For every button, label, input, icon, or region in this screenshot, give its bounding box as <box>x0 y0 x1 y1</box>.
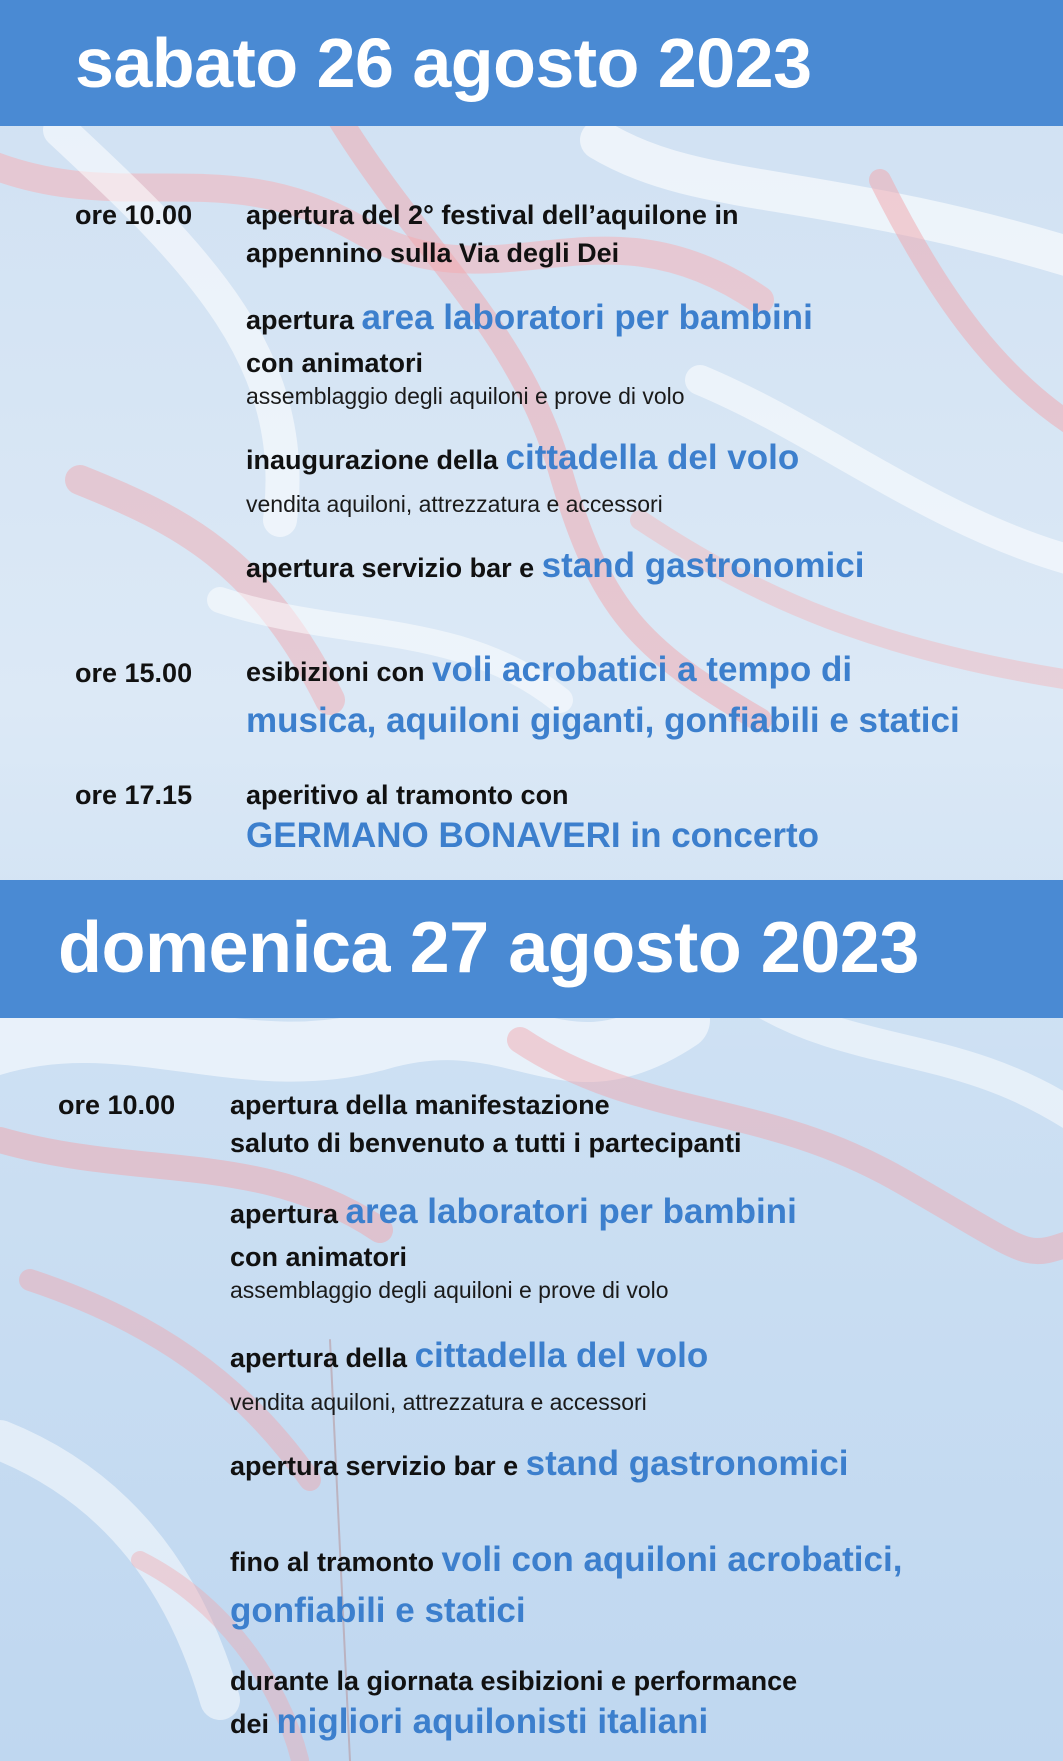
saturday-item-bar <box>246 544 864 595</box>
item-text: durante la giornata esibizioni e performance <box>230 1666 798 1696</box>
saturday-item-concert <box>246 776 819 858</box>
item-text: apertura della <box>230 1343 415 1373</box>
item-text: saluto di benvenuto a tutti i partecipanti <box>230 1128 742 1158</box>
saturday-header-band <box>0 0 1063 126</box>
saturday-time-1500: ore 15.00 <box>75 658 193 688</box>
item-subtext: vendita aquiloni, attrezzatura e accessori <box>230 1389 647 1415</box>
item-text: apertura della manifestazione <box>230 1090 610 1120</box>
item-highlight: stand gastronomici <box>541 546 865 585</box>
item-text: inaugurazione della <box>246 445 506 475</box>
item-highlight: gonfiabili e statici <box>230 1591 526 1630</box>
item-line <box>230 1700 797 1751</box>
item-highlight: voli con aquiloni acrobatici, <box>441 1540 903 1579</box>
item-text: apertura servizio bar e <box>246 553 542 583</box>
item-subtext: assemblaggio degli aquiloni e prove di volo <box>230 1277 669 1303</box>
sunday-schedule <box>0 1018 1063 1761</box>
saturday-time-1000: ore 10.00 <box>75 200 193 230</box>
item-highlight: GERMANO BONAVERI in concerto <box>246 816 820 855</box>
item-highlight: area laboratori per bambini <box>345 1192 797 1231</box>
item-text: con animatori <box>230 1242 408 1272</box>
item-highlight: migliori aquilonisti italiani <box>276 1702 709 1741</box>
item-text: apertura del 2° festival dell’aquilone in <box>246 200 739 230</box>
saturday-item-acrobatics <box>246 648 960 743</box>
item-line <box>230 1442 848 1493</box>
item-highlight: musica, aquiloni giganti, gonfiabili e statici <box>246 701 960 740</box>
saturday-time-1715: ore 17.15 <box>75 780 193 810</box>
sunday-item-opening <box>230 1086 742 1162</box>
item-text: apertura <box>230 1199 346 1229</box>
item-line <box>230 1538 902 1589</box>
item-line <box>230 1190 797 1241</box>
saturday-schedule <box>0 126 1063 880</box>
item-text: apertura <box>246 305 362 335</box>
item-text: esibizioni con <box>246 657 433 687</box>
item-highlight: area laboratori per bambini <box>361 298 813 337</box>
item-text: fino al tramonto <box>230 1547 442 1577</box>
sunday-item-performances <box>230 1662 797 1751</box>
sunday-item-bar <box>230 1442 848 1493</box>
item-text: dei <box>230 1709 277 1739</box>
item-highlight: cittadella del volo <box>414 1336 709 1375</box>
item-highlight: cittadella del volo <box>505 438 800 477</box>
item-line <box>246 544 864 595</box>
sunday-time-1000: ore 10.00 <box>58 1090 176 1120</box>
item-highlight: stand gastronomici <box>525 1444 849 1483</box>
sunday-item-workshop <box>230 1190 797 1304</box>
sunday-item-cittadella <box>230 1334 708 1416</box>
saturday-item-opening <box>246 196 738 272</box>
item-line <box>246 296 813 347</box>
item-text: appennino sulla Via degli Dei <box>246 238 620 268</box>
item-line <box>230 1334 708 1385</box>
item-line <box>246 436 799 487</box>
item-line <box>246 648 960 699</box>
sunday-item-flights <box>230 1538 902 1633</box>
sunday-header-band <box>0 880 1063 1018</box>
item-highlight: voli acrobatici a tempo di <box>432 650 853 689</box>
saturday-item-workshop <box>246 296 813 410</box>
saturday-item-cittadella <box>246 436 799 518</box>
item-subtext: vendita aquiloni, attrezzatura e accessori <box>246 491 663 517</box>
item-text: con animatori <box>246 348 424 378</box>
item-text: aperitivo al tramonto con <box>246 780 569 810</box>
item-subtext: assemblaggio degli aquiloni e prove di volo <box>246 383 685 409</box>
sunday-title: domenica 27 agosto 2023 <box>58 908 919 988</box>
item-text: apertura servizio bar e <box>230 1451 526 1481</box>
saturday-title: sabato 26 agosto 2023 <box>75 24 812 102</box>
